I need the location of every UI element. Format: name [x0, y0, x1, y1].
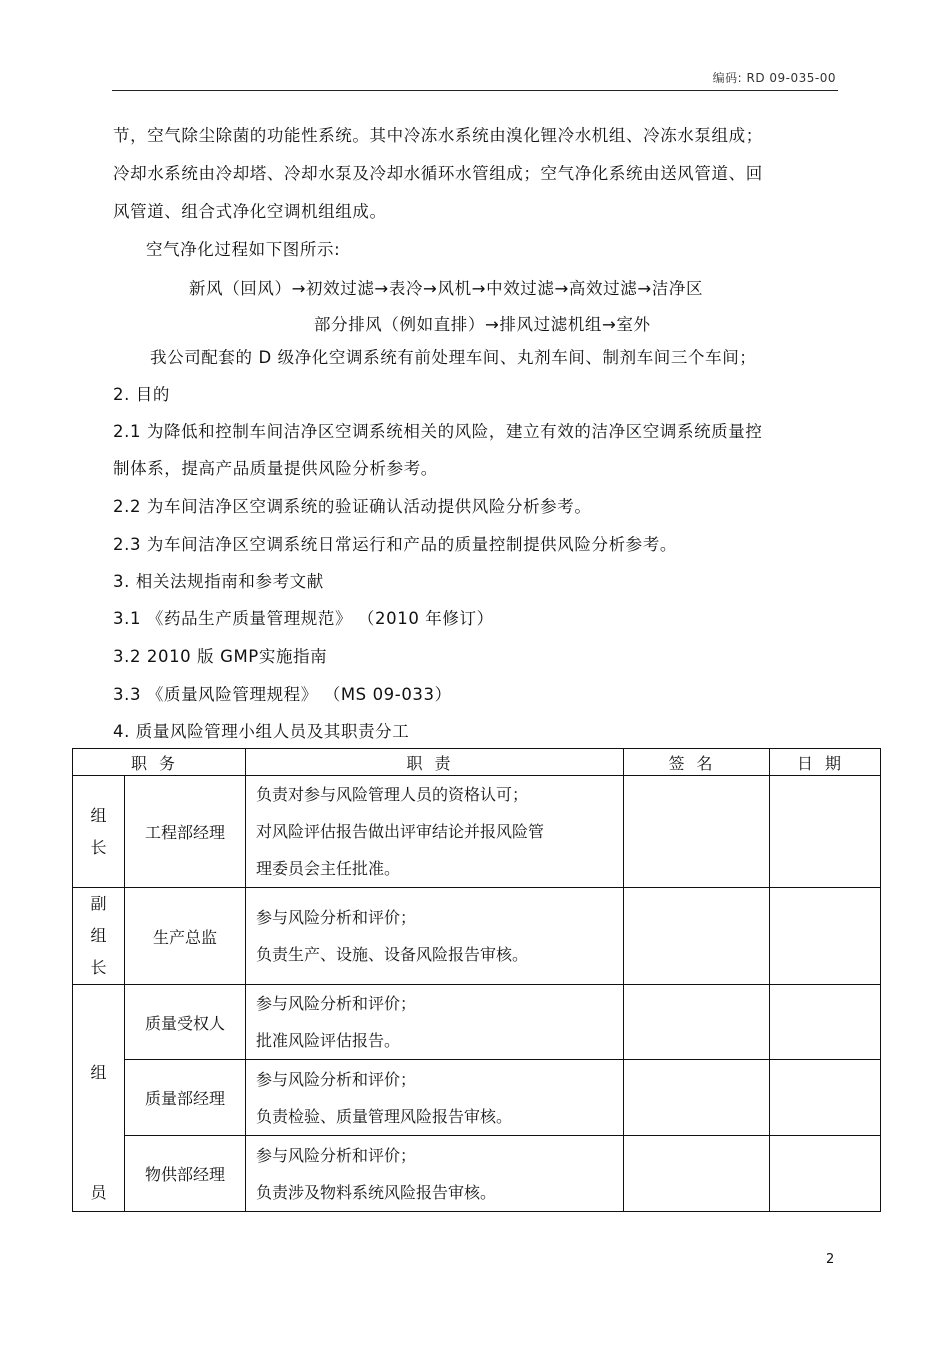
table-row — [73, 1136, 881, 1212]
table-row — [73, 1060, 881, 1136]
duties-cell: 参与风险分析和评价； 负责生产、设施、设备风险报告审核。 — [246, 888, 624, 985]
duties-cell: 参与风险分析和评价； 负责检验、质量管理风险报告审核。 — [246, 1060, 624, 1136]
position-cell: 质量受权人 — [125, 985, 246, 1060]
body-line: 2.2 为车间洁净区空调系统的验证确认活动提供风险分析参考。 — [113, 497, 592, 516]
signature-cell — [624, 776, 770, 888]
signature-cell — [624, 985, 770, 1060]
header-date: 日期 — [770, 749, 881, 776]
position-cell: 物供部经理 — [125, 1136, 246, 1212]
reference-item: 3.2 2010 版 GMP实施指南 — [113, 647, 328, 666]
position-cell: 生产总监 — [125, 888, 246, 985]
section-heading: 2. 目的 — [113, 385, 170, 404]
body-line: 节，空气除尘除菌的功能性系统。其中冷冻水系统由溴化锂冷水机组、冷冻水泵组成； — [113, 126, 763, 145]
date-cell — [770, 776, 881, 888]
position-cell: 质量部经理 — [125, 1060, 246, 1136]
responsibility-table — [72, 748, 881, 1212]
body-line: 空气净化过程如下图所示: — [146, 240, 341, 259]
duties-cell: 参与风险分析和评价； 负责涉及物料系统风险报告审核。 — [246, 1136, 624, 1212]
body-line: 制体系，提高产品质量提供风险分析参考。 — [113, 459, 438, 478]
body-line: 冷却水系统由冷却塔、冷却水泵及冷却水循环水管组成；空气净化系统由送风管道、回 — [113, 164, 763, 183]
signature-cell — [624, 888, 770, 985]
signature-cell — [624, 1060, 770, 1136]
reference-item: 3.1 《药品生产质量管理规范》 （2010 年修订） — [113, 609, 494, 628]
group-deputy-cell: 副 组 长 — [73, 888, 125, 985]
process-flow-line: 新风（回风）→初效过滤→表冷→风机→中效过滤→高效过滤→洁净区 — [189, 279, 704, 298]
section-heading: 4. 质量风险管理小组人员及其职责分工 — [113, 722, 410, 741]
section-heading: 3. 相关法规指南和参考文献 — [113, 572, 324, 591]
signature-cell — [624, 1136, 770, 1212]
table-row — [73, 776, 881, 888]
position-cell: 工程部经理 — [125, 776, 246, 888]
page-number: 2 — [826, 1252, 835, 1267]
group-leader-cell: 组 长 — [73, 776, 125, 888]
duties-cell: 参与风险分析和评价； 批准风险评估报告。 — [246, 985, 624, 1060]
duties-cell: 负责对参与风险管理人员的资格认可； 对风险评估报告做出评审结论并报风险管 理委员会主任批准。 — [246, 776, 624, 888]
page-header — [112, 66, 838, 91]
table-header-row — [73, 749, 881, 776]
group-member-cell: 组 员 — [73, 985, 125, 1212]
document-code: 编码: RD 09-035-00 — [712, 71, 836, 85]
process-flow-line: 部分排风（例如直排）→排风过滤机组→室外 — [314, 315, 651, 334]
table-row — [73, 985, 881, 1060]
date-cell — [770, 1136, 881, 1212]
reference-item: 3.3 《质量风险管理规程》 （MS 09-033） — [113, 685, 452, 704]
body-line: 2.1 为降低和控制车间洁净区空调系统相关的风险，建立有效的洁净区空调系统质量控 — [113, 422, 763, 441]
table-row — [73, 888, 881, 985]
date-cell — [770, 1060, 881, 1136]
body-line: 风管道、组合式净化空调机组组成。 — [113, 202, 387, 221]
header-signature: 签名 — [624, 749, 770, 776]
header-duties: 职责 — [246, 749, 624, 776]
header-position: 职务 — [73, 749, 246, 776]
date-cell — [770, 888, 881, 985]
body-line: 我公司配套的 D 级净化空调系统有前处理车间、丸剂车间、制剂车间三个车间； — [150, 348, 757, 367]
date-cell — [770, 985, 881, 1060]
body-line: 2.3 为车间洁净区空调系统日常运行和产品的质量控制提供风险分析参考。 — [113, 535, 677, 554]
